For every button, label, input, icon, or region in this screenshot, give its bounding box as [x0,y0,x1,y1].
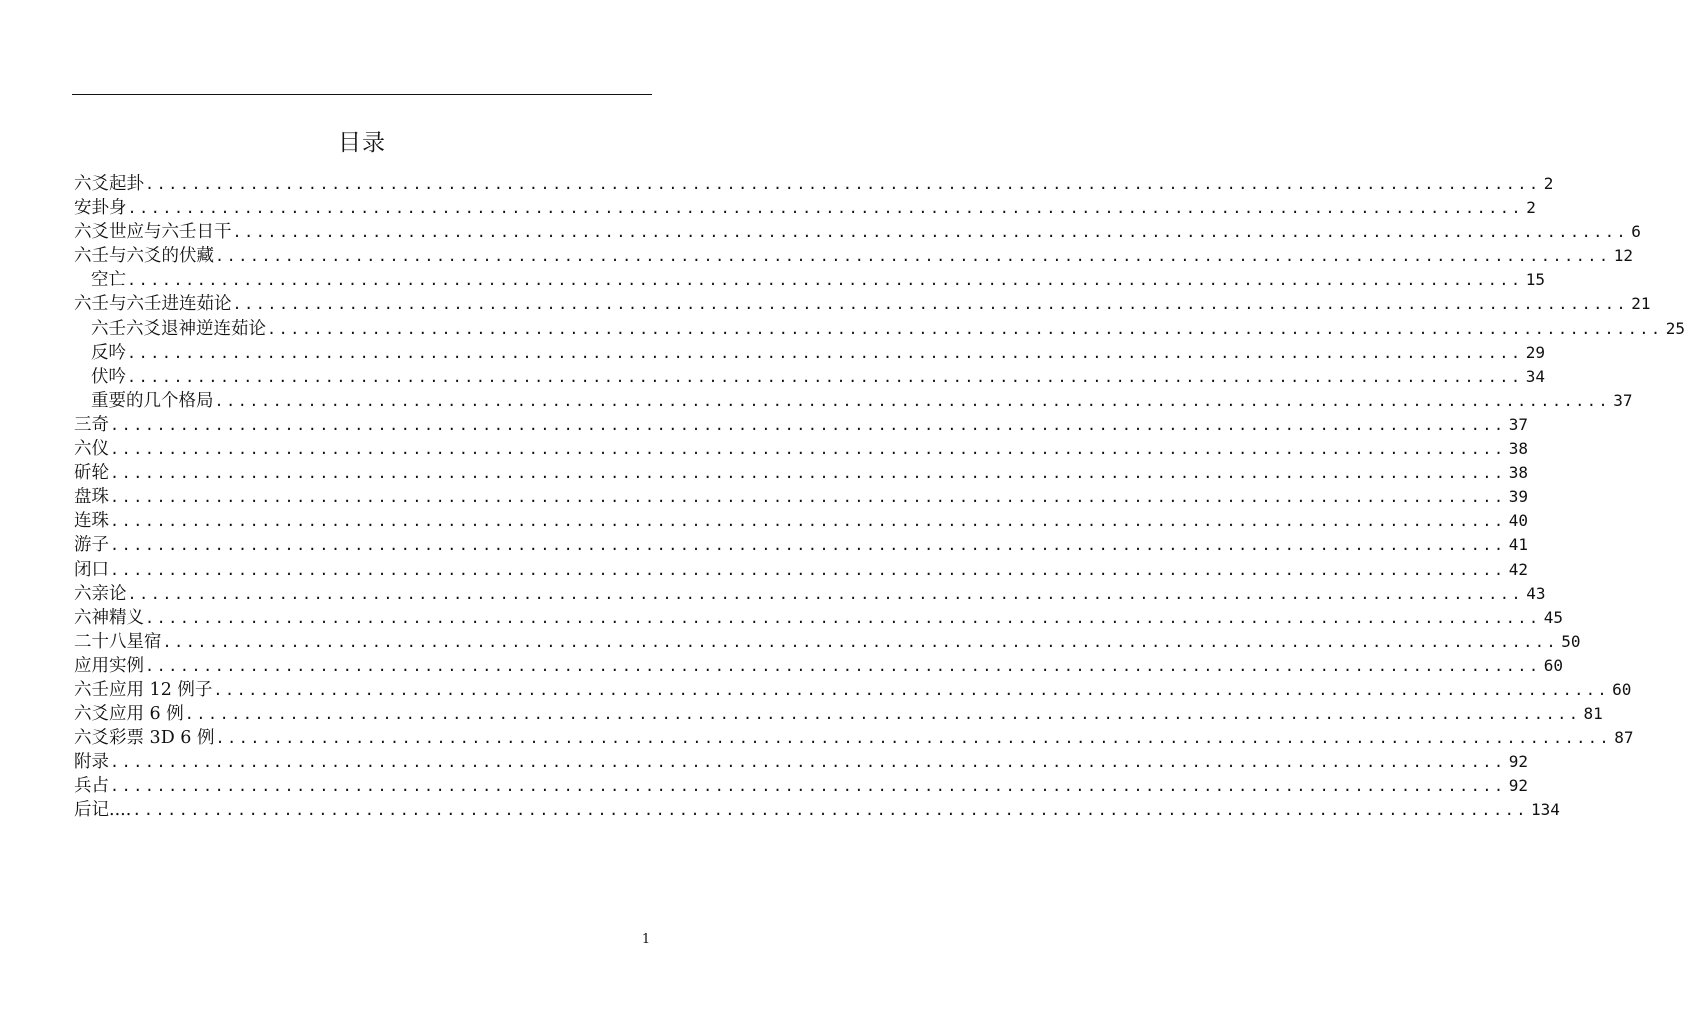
toc-entry-label: 六壬六爻退神逆连茹论 [91,318,266,339]
toc-entry-page: 2 [1543,174,1554,193]
toc-entry-label: 六爻彩票 3D 6 例 [74,728,215,749]
toc-entry[interactable] [74,654,1563,678]
toc-entry[interactable] [74,606,1563,630]
toc-entry-page: 87 [1614,728,1634,748]
toc-entry-page: 81 [1583,704,1603,724]
toc-entry[interactable] [74,509,1528,533]
toc-entry[interactable] [74,774,1528,798]
page-title: 目录 [338,130,386,156]
toc-entry[interactable] [74,437,1528,461]
dot-leader: ........................................................................................................................ [145,608,1541,627]
dot-leader: ........................................................................................................................ [127,199,1524,218]
dot-leader: ........................................................................................................................ [184,705,1581,724]
dot-leader: ........................................................................................................................ [127,584,1524,603]
toc-entry-page: 45 [1543,607,1563,627]
toc-entry-label: 六壬与六壬进连茹论 [74,294,232,315]
toc-entry-page: 41 [1508,535,1528,555]
toc-entry-label: 兵占 [74,776,109,797]
toc-entry[interactable] [74,582,1546,606]
toc-entry-label: 附录 [74,752,109,773]
toc-entry-label: 六爻应用 6 例 [74,704,184,725]
toc-entry[interactable] [74,292,1651,316]
table-of-contents [74,172,1685,823]
toc-entry-page: 6 [1631,222,1641,242]
toc-entry-page: 43 [1526,583,1546,603]
dot-leader: ........................................................................................................................ [110,560,1506,579]
dot-leader: ........................................................................................................................ [145,656,1541,675]
toc-entry-label: 六爻世应与六壬日干 [74,222,232,243]
toc-entry[interactable] [74,798,1560,822]
toc-entry-label: 重要的几个格局 [91,390,214,411]
toc-entry[interactable] [74,172,1554,196]
dot-leader: ........................................................................................................................ [110,512,1506,531]
dot-leader: ........................................................................................................................ [232,223,1629,242]
toc-entry[interactable] [74,485,1528,509]
dot-leader: ........................................................................................................................ [145,175,1541,193]
toc-entry[interactable] [74,558,1528,582]
dot-leader: ........................................................................................................................ [110,536,1506,555]
dot-leader: ........................................................................................................................ [132,801,1528,820]
page-number: 1 [641,932,651,947]
toc-entry[interactable] [74,533,1528,557]
dot-leader: ........................................................................................................................ [110,753,1506,772]
toc-entry[interactable] [74,317,1685,341]
toc-entry-label: 六仪 [74,439,109,460]
toc-entry-page: 2 [1526,198,1536,218]
toc-entry-label: 反吟 [91,342,126,363]
toc-entry-label: 应用实例 [74,655,144,676]
toc-entry-label: 连珠 [74,511,109,532]
toc-entry[interactable] [74,365,1545,389]
toc-entry-page: 29 [1525,342,1545,362]
toc-entry-label: 六神精义 [74,607,144,628]
toc-entry-label: 盘珠 [74,487,109,508]
toc-entry-page: 92 [1508,752,1528,772]
dot-leader: ........................................................................................................................ [232,295,1629,314]
toc-entry[interactable] [74,341,1545,365]
toc-entry[interactable] [74,702,1603,726]
toc-entry-page: 42 [1508,559,1528,579]
dot-leader: ........................................................................................................................ [162,632,1559,651]
toc-entry-page: 34 [1525,366,1545,386]
toc-entry-page: 60 [1612,679,1632,699]
toc-entry-label: 游子 [74,535,109,556]
toc-entry-page: 134 [1530,800,1560,820]
toc-entry-label: 斫轮 [74,463,109,484]
toc-entry[interactable] [74,413,1528,437]
toc-entry-page: 92 [1508,776,1528,796]
dot-leader: ........................................................................................................................ [110,440,1506,459]
toc-entry-label: 安卦身 [74,198,127,219]
toc-entry-page: 60 [1543,655,1563,675]
dot-leader: ........................................................................................................................ [215,729,1612,748]
toc-entry-page: 37 [1613,390,1633,410]
dot-leader: ........................................................................................................................ [110,777,1506,796]
toc-entry[interactable] [74,389,1633,413]
dot-leader: ........................................................................................................................ [127,367,1523,386]
toc-entry-label: 六壬与六爻的伏藏 [74,246,214,267]
toc-entry-page: 38 [1508,439,1528,459]
toc-entry-label: 三奇 [74,414,109,435]
dot-leader: ........................................................................................................................ [213,680,1610,699]
toc-entry-label: 后记.... [74,800,132,821]
toc-entry-label: 伏吟 [91,366,126,387]
toc-entry-label: 六亲论 [74,583,127,604]
dot-leader: ........................................................................................................................ [267,319,1663,338]
dot-leader: ........................................................................................................................ [127,343,1523,362]
dot-leader: ........................................................................................................................ [214,391,1611,410]
toc-entry-label: 六爻起卦 [74,174,144,194]
toc-entry-label: 六壬应用 12 例子 [74,679,213,700]
toc-entry[interactable] [74,461,1528,485]
toc-entry[interactable] [74,678,1632,702]
toc-entry-page: 39 [1508,487,1528,507]
toc-entry[interactable] [74,196,1536,220]
toc-entry-page: 38 [1508,463,1528,483]
dot-leader: ........................................................................................................................ [110,415,1506,434]
toc-entry[interactable] [74,726,1634,750]
toc-entry-page: 25 [1665,318,1685,338]
toc-entry-label: 闭口 [74,559,109,580]
toc-entry-page: 40 [1508,511,1528,531]
toc-entry-page: 21 [1631,294,1651,314]
toc-entry-page: 50 [1561,631,1581,651]
dot-leader: ........................................................................................................................ [110,488,1506,507]
toc-entry-label: 空亡 [91,270,126,291]
dot-leader: ........................................................................................................................ [127,271,1523,290]
toc-entry[interactable] [74,268,1545,292]
toc-entry[interactable] [74,750,1528,774]
toc-entry[interactable] [74,630,1581,654]
toc-entry[interactable] [74,220,1641,244]
dot-leader: ........................................................................................................................ [215,247,1611,266]
toc-entry[interactable] [74,244,1633,268]
toc-entry-page: 15 [1525,270,1545,290]
header-rule [72,94,652,95]
dot-leader: ........................................................................................................................ [110,464,1506,483]
toc-entry-page: 37 [1508,414,1528,434]
toc-entry-page: 12 [1613,246,1633,266]
toc-entry-label: 二十八星宿 [74,631,162,652]
